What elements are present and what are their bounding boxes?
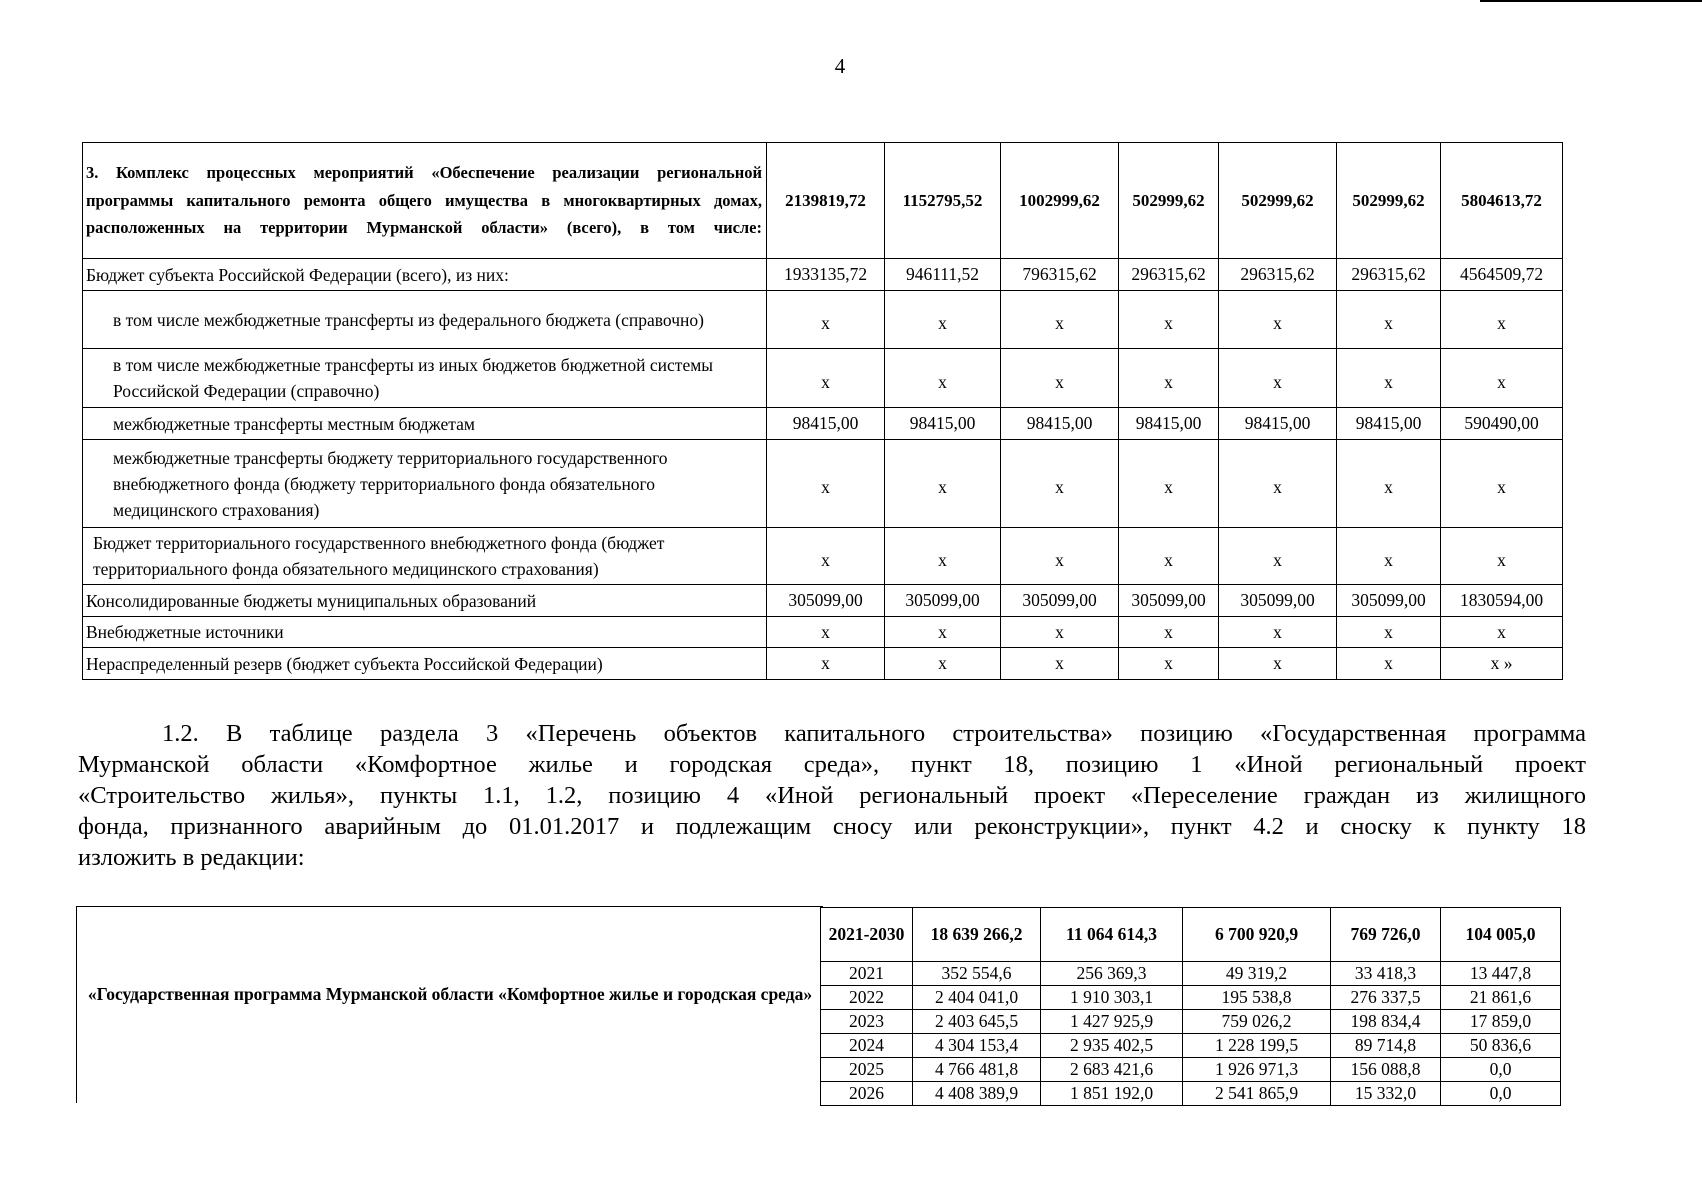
cell-value: 156 088,8 xyxy=(1331,1058,1441,1082)
cell-year: 2023 xyxy=(821,1010,913,1034)
row-label: в том числе межбюджетные трансферты из иных бюджетов бюджетной системы Российской Федерации (справочно) xyxy=(83,349,767,408)
paragraph-line: 1.2. В таблице раздела 3 «Перечень объектов капитального строительства» позицию «Государственная программа xyxy=(162,720,1586,747)
cell-value: 98415,00 xyxy=(1001,408,1119,440)
cell-value: 796315,62 xyxy=(1001,259,1119,291)
table-row-local-transfers xyxy=(83,408,1563,440)
cell-value: 98415,00 xyxy=(1219,408,1337,440)
program-label: «Государственная программа Мурманской области «Комфортное жилье и городская среда» xyxy=(87,984,813,1004)
table-row xyxy=(821,1082,1561,1106)
program-cell xyxy=(76,906,823,1103)
cell-value: х » xyxy=(1441,648,1563,680)
cell-value: 33 418,3 xyxy=(1331,962,1441,986)
paragraph-line: «Строительство жилья», пункты 1.1, 1.2, позицию 4 «Иной региональный проект «Переселение граждан из жилищного xyxy=(78,782,1586,809)
table-row xyxy=(821,986,1561,1010)
cell-value: х xyxy=(767,648,885,680)
cell-value: 305099,00 xyxy=(1119,585,1219,617)
row-label: Внебюджетные источники xyxy=(83,617,767,648)
cell-value: 98415,00 xyxy=(1337,408,1441,440)
cell-value: х xyxy=(1337,440,1441,528)
cell-value: 5804613,72 xyxy=(1441,143,1563,259)
cell-value: х xyxy=(1441,617,1563,648)
cell-value: 0,0 xyxy=(1441,1082,1561,1106)
cell-value: 18 639 266,2 xyxy=(913,908,1041,962)
cell-value: 1 228 199,5 xyxy=(1183,1034,1331,1058)
row-label: Бюджет территориального государственного внебюджетного фонда (бюджет территориального фонда обязательного медицинского страхования) xyxy=(83,528,767,585)
cell-value: х xyxy=(1337,291,1441,349)
cell-value: 15 332,0 xyxy=(1331,1082,1441,1106)
cell-value: 13 447,8 xyxy=(1441,962,1561,986)
cell-value: х xyxy=(1337,528,1441,585)
cell-value: 89 714,8 xyxy=(1331,1034,1441,1058)
cell-value: 98415,00 xyxy=(767,408,885,440)
row-label: 3. Комплекс процессных мероприятий «Обеспечение реализации региональной программы капитального ремонта общего имущества в многоквартирных домах, расположенных на территории Мурманской области» (всего), в том числе: xyxy=(83,143,767,259)
cell-value: 2 935 402,5 xyxy=(1041,1034,1183,1058)
cell-value: 6 700 920,9 xyxy=(1183,908,1331,962)
table-row-federal-transfers xyxy=(83,291,1563,349)
cell-value: 98415,00 xyxy=(1119,408,1219,440)
row-label: межбюджетные трансферты бюджету территориального государственного внебюджетного фонда (бюджету территориального фонда обязательного медицинского страхования) xyxy=(83,440,767,528)
cell-value: 590490,00 xyxy=(1441,408,1563,440)
cell-value: х xyxy=(1219,440,1337,528)
cell-value: 305099,00 xyxy=(1337,585,1441,617)
cell-value: 2139819,72 xyxy=(767,143,885,259)
cell-value: х xyxy=(1441,349,1563,408)
table-row-regional-budget xyxy=(83,259,1563,291)
cell-value: х xyxy=(885,528,1001,585)
cell-value: 0,0 xyxy=(1441,1058,1561,1082)
table-row xyxy=(821,1010,1561,1034)
funding-table xyxy=(82,142,1563,680)
cell-value: х xyxy=(1001,648,1119,680)
cell-value: 305099,00 xyxy=(1001,585,1119,617)
cell-value: х xyxy=(1219,528,1337,585)
table-row-complex-total xyxy=(83,143,1563,259)
cell-value: 305099,00 xyxy=(885,585,1001,617)
cell-value: х xyxy=(885,648,1001,680)
cell-value: 104 005,0 xyxy=(1441,908,1561,962)
cell-value: 305099,00 xyxy=(1219,585,1337,617)
cell-value: 198 834,4 xyxy=(1331,1010,1441,1034)
cell-value: 4 304 153,4 xyxy=(913,1034,1041,1058)
cell-value: 1933135,72 xyxy=(767,259,885,291)
cell-value: 296315,62 xyxy=(1119,259,1219,291)
cell-value: х xyxy=(1219,291,1337,349)
cell-value: 50 836,6 xyxy=(1441,1034,1561,1058)
cell-value: 21 861,6 xyxy=(1441,986,1561,1010)
cell-value: 256 369,3 xyxy=(1041,962,1183,986)
cell-value: х xyxy=(1219,617,1337,648)
cell-value: 305099,00 xyxy=(767,585,885,617)
cell-value: х xyxy=(767,291,885,349)
row-label: в том числе межбюджетные трансферты из федерального бюджета (справочно) xyxy=(83,291,767,349)
cell-value: х xyxy=(1001,617,1119,648)
cell-value: х xyxy=(1337,617,1441,648)
table-row xyxy=(821,962,1561,986)
cell-value: 4 766 481,8 xyxy=(913,1058,1041,1082)
table-row xyxy=(821,1034,1561,1058)
cell-value: 296315,62 xyxy=(1337,259,1441,291)
cell-value: 1002999,62 xyxy=(1001,143,1119,259)
paragraph-line: изложить в редакции: xyxy=(78,844,305,871)
table-row-other-budget-transfers xyxy=(83,349,1563,408)
paragraph-line: Мурманской области «Комфортное жилье и городская среда», пункт 18, позицию 1 «Иной региональный проект xyxy=(78,751,1586,778)
cell-value: 502999,62 xyxy=(1337,143,1441,259)
cell-value: 2 403 645,5 xyxy=(913,1010,1041,1034)
cell-period: 2021-2030 xyxy=(821,908,913,962)
cell-value: 1830594,00 xyxy=(1441,585,1563,617)
paragraph-line: фонда, признанного аварийным до 01.01.2017 и подлежащим сносу или реконструкции», пункт 4.2 и сноску к пункту 18 xyxy=(78,813,1586,840)
table-row-unallocated-reserve xyxy=(83,648,1563,680)
amendment-paragraph xyxy=(78,718,1586,873)
cell-value: 49 319,2 xyxy=(1183,962,1331,986)
cell-value: х xyxy=(885,349,1001,408)
cell-value: 11 064 614,3 xyxy=(1041,908,1183,962)
cell-year: 2026 xyxy=(821,1082,913,1106)
cell-value: 1 851 192,0 xyxy=(1041,1082,1183,1106)
cell-value: 352 554,6 xyxy=(913,962,1041,986)
cell-value: 1152795,52 xyxy=(885,143,1001,259)
cell-value: 759 026,2 xyxy=(1183,1010,1331,1034)
cell-value: х xyxy=(885,440,1001,528)
cell-value: 1 427 925,9 xyxy=(1041,1010,1183,1034)
cell-year: 2021 xyxy=(821,962,913,986)
cell-value: 2 683 421,6 xyxy=(1041,1058,1183,1082)
cell-value: х xyxy=(1119,440,1219,528)
cell-value: 1 910 303,1 xyxy=(1041,986,1183,1010)
cell-value: 98415,00 xyxy=(885,408,1001,440)
row-label: Нераспределенный резерв (бюджет субъекта Российской Федерации) xyxy=(83,648,767,680)
page-number: 4 xyxy=(834,54,846,78)
cell-value: х xyxy=(1001,528,1119,585)
table-row-period-total xyxy=(821,908,1561,962)
cell-value: х xyxy=(1119,617,1219,648)
cell-value: х xyxy=(1119,528,1219,585)
cell-value: х xyxy=(1441,440,1563,528)
cell-value: 4 408 389,9 xyxy=(913,1082,1041,1106)
cell-value: х xyxy=(1001,349,1119,408)
cell-value: 195 538,8 xyxy=(1183,986,1331,1010)
cell-value: 946111,52 xyxy=(885,259,1001,291)
cell-value: х xyxy=(1441,528,1563,585)
table-row xyxy=(821,1058,1561,1082)
table-row-municipal-budgets xyxy=(83,585,1563,617)
cell-value: 502999,62 xyxy=(1119,143,1219,259)
program-figures-table xyxy=(820,907,1561,1106)
cell-value: х xyxy=(1219,648,1337,680)
cell-value: 17 859,0 xyxy=(1441,1010,1561,1034)
cell-value: 4564509,72 xyxy=(1441,259,1563,291)
cell-value: х xyxy=(1119,291,1219,349)
cell-year: 2025 xyxy=(821,1058,913,1082)
top-border-line-right xyxy=(1480,0,1702,2)
cell-value: х xyxy=(885,291,1001,349)
cell-value: х xyxy=(1219,349,1337,408)
cell-value: 296315,62 xyxy=(1219,259,1337,291)
row-label: межбюджетные трансферты местным бюджетам xyxy=(83,408,767,440)
cell-value: х xyxy=(1337,648,1441,680)
cell-value: 502999,62 xyxy=(1219,143,1337,259)
cell-value: х xyxy=(1119,648,1219,680)
cell-value: х xyxy=(1337,349,1441,408)
cell-year: 2024 xyxy=(821,1034,913,1058)
cell-value: 2 541 865,9 xyxy=(1183,1082,1331,1106)
cell-value: 2 404 041,0 xyxy=(913,986,1041,1010)
row-label: Бюджет субъекта Российской Федерации (всего), из них: xyxy=(83,259,767,291)
cell-value: х xyxy=(1001,291,1119,349)
cell-value: х xyxy=(885,617,1001,648)
cell-value: х xyxy=(767,440,885,528)
row-label: Консолидированные бюджеты муниципальных образований xyxy=(83,585,767,617)
cell-value: х xyxy=(1441,291,1563,349)
cell-value: х xyxy=(767,528,885,585)
cell-value: х xyxy=(1001,440,1119,528)
table-row-extrabudgetary-fund-transfers xyxy=(83,440,1563,528)
cell-value: 1 926 971,3 xyxy=(1183,1058,1331,1082)
cell-year: 2022 xyxy=(821,986,913,1010)
cell-value: х xyxy=(767,617,885,648)
cell-value: х xyxy=(767,349,885,408)
table-row-extrabudgetary-sources xyxy=(83,617,1563,648)
cell-value: х xyxy=(1119,349,1219,408)
cell-value: 769 726,0 xyxy=(1331,908,1441,962)
cell-value: 276 337,5 xyxy=(1331,986,1441,1010)
table-row-extrabudgetary-fund-budget xyxy=(83,528,1563,585)
